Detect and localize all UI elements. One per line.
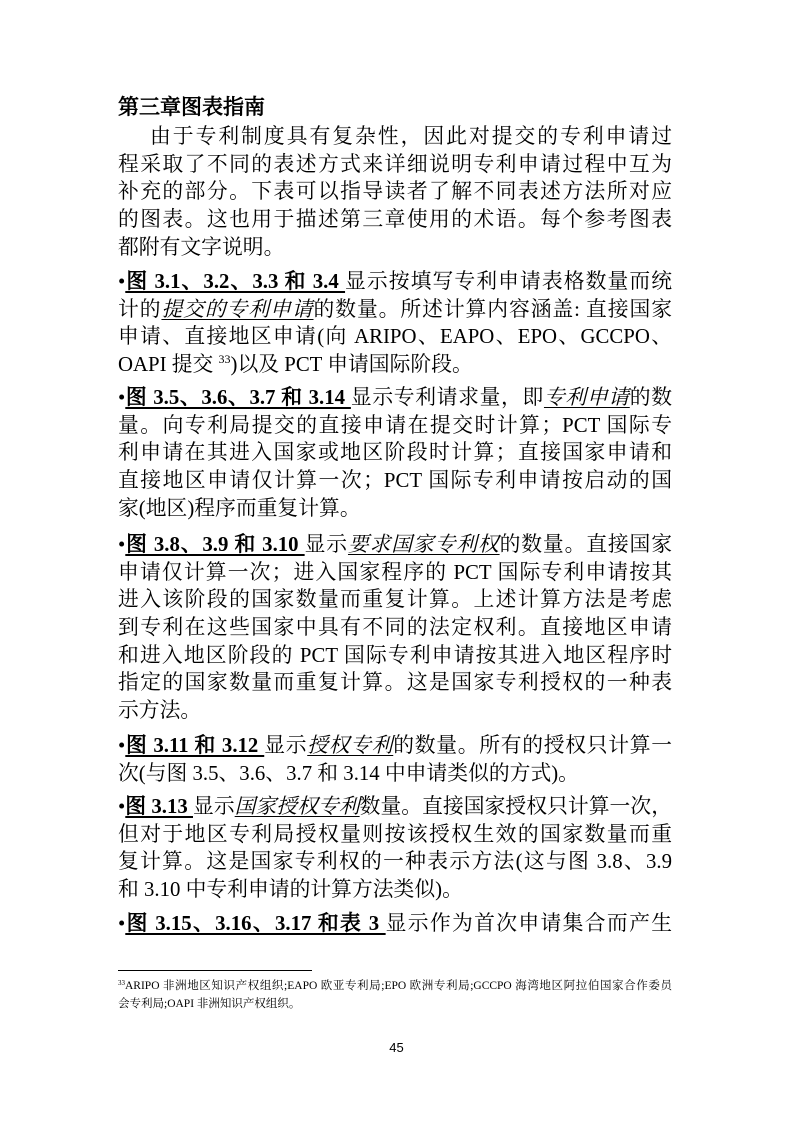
text-run: 进入该阶段的国家数量而重复计算。上述计算方法是考虑 (118, 588, 672, 612)
text-line: 的图表。这也用于描述第三章使用的术语。每个参考图表 (118, 207, 672, 231)
bullet-glyph: • (118, 270, 126, 294)
footnote (118, 977, 672, 1013)
text-line: 程采取了不同的表述方式来详细说明专利申请过程中互为 (118, 152, 672, 176)
text-run: 到专利在这些国家中具有不同的法定权利。直接地区申请 (118, 615, 672, 639)
text-run: 显示按填写专利申请表格数量而统 (345, 270, 673, 294)
text-run: 的数量。所述计算内容涵盖: 直接国家 (313, 297, 673, 321)
footnote-line: 会专利局;OAPI 非洲知识产权组织。 (118, 998, 301, 1010)
text-run: 显示作为首次申请集合而产生 (385, 912, 672, 936)
figure-guide-item (118, 910, 672, 938)
text-line (118, 412, 672, 440)
defined-term: 国家授权专利 (234, 795, 360, 819)
text-run: 次(与图 3.5、3.6、3.7 和 3.14 中申请类似的方式)。 (118, 761, 579, 785)
text-line (118, 821, 672, 849)
footnote-reference: 33 (218, 351, 231, 366)
figure-reference: 图 3.11 和 3.12 (125, 734, 265, 758)
text-run: 和 3.10 中专利申请的计算方法类似)。 (118, 877, 463, 901)
text-run: 的数量。直接国家 (499, 533, 673, 557)
text-line (118, 384, 672, 412)
text-line (118, 669, 672, 697)
text-run: 但对于地区专利局授权量则按该授权生效的国家数量而重 (118, 822, 672, 846)
text-run: 直接地区申请仅计算一次；PCT 国际专利申请按启动的国 (118, 468, 672, 492)
figure-reference: 图 3.8、3.9 和 3.10 (125, 533, 305, 557)
text-run: 示方法。 (118, 698, 202, 722)
text-run: 显示 (264, 734, 308, 758)
text-line (118, 614, 672, 642)
footnote-marker: 33 (118, 979, 125, 987)
figure-guide-item (118, 793, 672, 903)
figure-guide-item (118, 384, 672, 522)
text-run: 计的 (118, 297, 162, 321)
text-run: 复计算。这是国家专利权的一种表示方法(这与图 3.8、3.9 (118, 850, 672, 874)
bullet-glyph: • (118, 912, 126, 936)
text-run: 指定的国家数量而重复计算。这是国家专利授权的一种表 (118, 671, 672, 695)
text-line (118, 732, 672, 760)
text-run: 申请、直接地区申请(向 ARIPO、EAPO、EPO、GCCPO、 (118, 325, 672, 349)
text-run: 显示 (304, 533, 348, 557)
text-run: )以及 PCT 申请国际阶段。 (230, 352, 473, 376)
text-line (118, 848, 672, 876)
defined-term: 专利申请 (543, 386, 630, 410)
bullet-glyph: • (118, 795, 126, 819)
text-run: 家(地区)程序而重复计算。 (118, 496, 361, 520)
text-line (118, 760, 672, 788)
text-line (118, 793, 672, 821)
text-line: 由于专利制度具有复杂性，因此对提交的专利申请过 (150, 125, 672, 149)
figure-guide-item (118, 268, 672, 378)
chapter-heading: 第三章图表指南 (118, 96, 265, 119)
text-line (118, 323, 672, 351)
figure-reference: 图 3.13 (125, 795, 193, 819)
text-run: 的数 (629, 386, 673, 410)
text-run: 量。向专利局提交的直接申请在提交时计算；PCT 国际专 (118, 413, 672, 437)
bullet-glyph: • (118, 386, 126, 410)
text-line: 都附有文字说明。 (118, 235, 285, 259)
figure-reference: 图 3.15、3.16、3.17 和表 3 (125, 912, 386, 936)
text-run: 显示专利请求量，即 (350, 386, 544, 410)
figure-reference: 图 3.5、3.6、3.7 和 3.14 (125, 386, 351, 410)
footnote-line (118, 977, 672, 995)
text-line (118, 439, 672, 467)
text-line (118, 296, 672, 324)
intro-paragraph (118, 123, 672, 261)
text-run: 的数量。所有的授权只计算一 (393, 734, 673, 758)
bullet-glyph: • (118, 533, 126, 557)
text-line (118, 531, 672, 559)
defined-term: 授权专利 (307, 734, 394, 758)
text-run: 利申请在其进入国家或地区阶段时计算；直接国家申请和 (118, 441, 672, 465)
text-run: OAPI 提交 (118, 352, 219, 376)
page-number: 45 (389, 1040, 404, 1055)
footnote-separator (118, 970, 312, 971)
text-run: 申请仅计算一次；进入国家程序的 PCT 国际专利申请按其 (118, 560, 672, 584)
text-line (118, 642, 672, 670)
text-line (118, 876, 672, 904)
footnote-text: ARIPO 非洲地区知识产权组织;EAPO 欧亚专利局;EPO 欧洲专利局;GCCPO 海湾地区阿拉伯国家合作委员 (125, 980, 672, 992)
defined-term: 提交的专利申请 (161, 297, 314, 321)
text-line: 补充的部分。下表可以指导读者了解不同表述方法所对应 (118, 180, 672, 204)
figure-guide-item (118, 732, 672, 787)
text-line (118, 586, 672, 614)
text-line (118, 351, 672, 379)
text-line (118, 910, 672, 938)
figure-reference: 图 3.1、3.2、3.3 和 3.4 (125, 270, 346, 294)
text-run: 和进入地区阶段的 PCT 国际专利申请按其进入地区程序时 (118, 643, 672, 667)
text-line (118, 467, 672, 495)
figure-guide-item (118, 531, 672, 724)
text-line (118, 268, 672, 296)
defined-term: 要求国家专利权 (347, 533, 500, 557)
text-line (118, 697, 672, 725)
text-line (118, 559, 672, 587)
text-run: 数量。直接国家授权只计算一次， (359, 795, 673, 819)
text-line (118, 495, 672, 523)
bullet-glyph: • (118, 734, 126, 758)
text-run: 显示 (193, 795, 235, 819)
